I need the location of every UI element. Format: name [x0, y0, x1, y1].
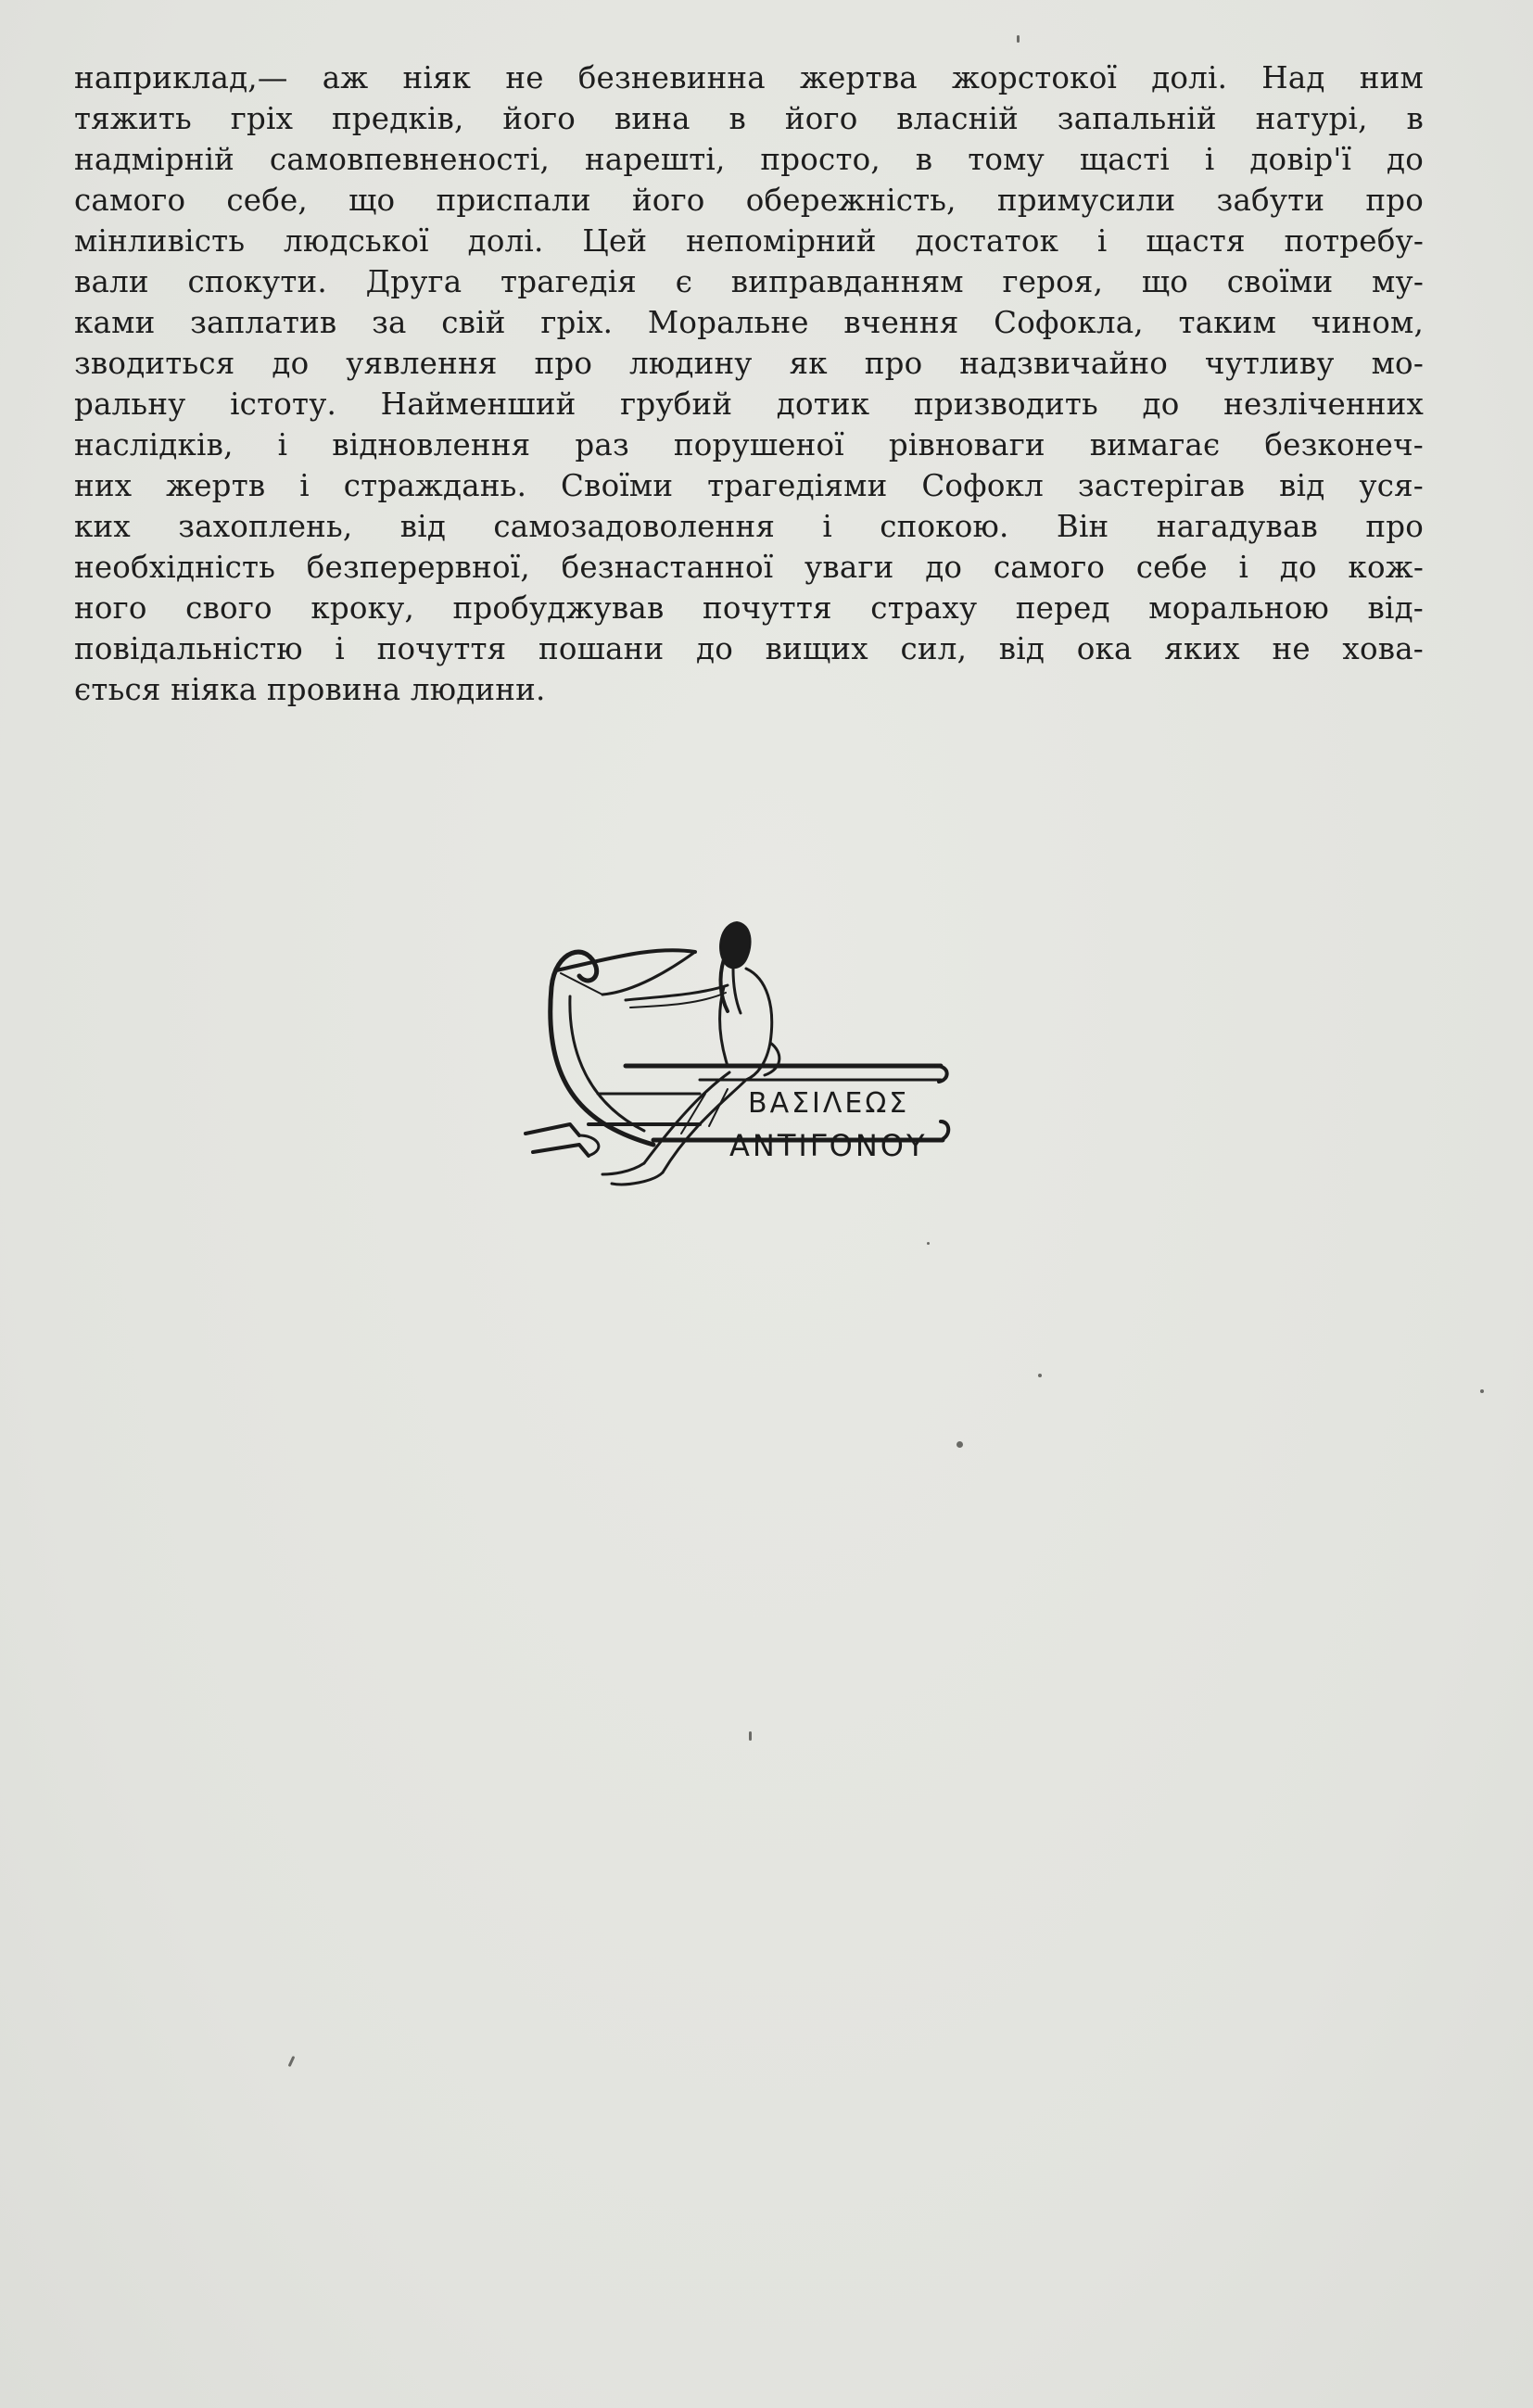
text-line: самого себе, що приспали його обережність, примусили забути про: [74, 183, 1424, 218]
body-text: [74, 57, 1424, 710]
paper-speck: [927, 1242, 930, 1245]
paper-speck: [957, 1441, 963, 1448]
paper-speck: [1038, 1374, 1042, 1377]
inscription-line-2: ΑΝΤΙΓΟΝΟΥ: [729, 1128, 928, 1163]
text-line: ками заплатив за свій гріх. Моральне вчення Софокла, таким чином,: [74, 305, 1424, 340]
inscription-line-1: ΒΑΣΙΛΕΩΣ: [748, 1087, 910, 1120]
text-line: мінливість людської долі. Цей непомірний достаток і щастя потребу-: [74, 223, 1424, 259]
text-line: наприклад,— аж ніяк не безневинна жертва жорстокої долі. Над ним: [74, 60, 1424, 95]
text-line: наслідків, і відновлення раз порушеної рівноваги вимагає безконеч-: [74, 427, 1424, 463]
text-line: повідальністю і почуття пошани до вищих сил, від ока яких не хова-: [74, 631, 1424, 666]
text-line: зводиться до уявлення про людину як про надзвичайно чутливу мо-: [74, 346, 1424, 381]
paper-speck: [288, 2056, 296, 2067]
paper-speck: [1480, 1389, 1484, 1393]
seated-archer-on-ship-icon: [514, 904, 959, 1210]
text-line: ється ніяка провина людини.: [74, 672, 546, 707]
paper-speck: [1017, 35, 1020, 43]
text-line: ного свого кроку, пробуджував почуття страху перед моральною від-: [74, 590, 1424, 626]
text-line: них жертв і страждань. Своїми трагедіями Софокл застерігав від уся-: [74, 468, 1424, 503]
text-line: тяжить гріх предків, його вина в його власній запальній натурі, в: [74, 101, 1424, 136]
text-line: необхідність безперервної, безнастанної уваги до самого себе і до кож-: [74, 550, 1424, 585]
text-line: ральну істоту. Найменший грубий дотик призводить до незліченних: [74, 387, 1424, 422]
text-line: вали спокути. Друга трагедія є виправданням героя, що своїми му-: [74, 264, 1424, 299]
vignette-illustration: [514, 904, 959, 1210]
paper-speck: [749, 1731, 752, 1741]
text-line: надмірній самовпевненості, нарешті, просто, в тому щасті і довір'ї до: [74, 142, 1424, 177]
text-line: ких захоплень, від самозадоволення і спокою. Він нагадував про: [74, 509, 1424, 544]
